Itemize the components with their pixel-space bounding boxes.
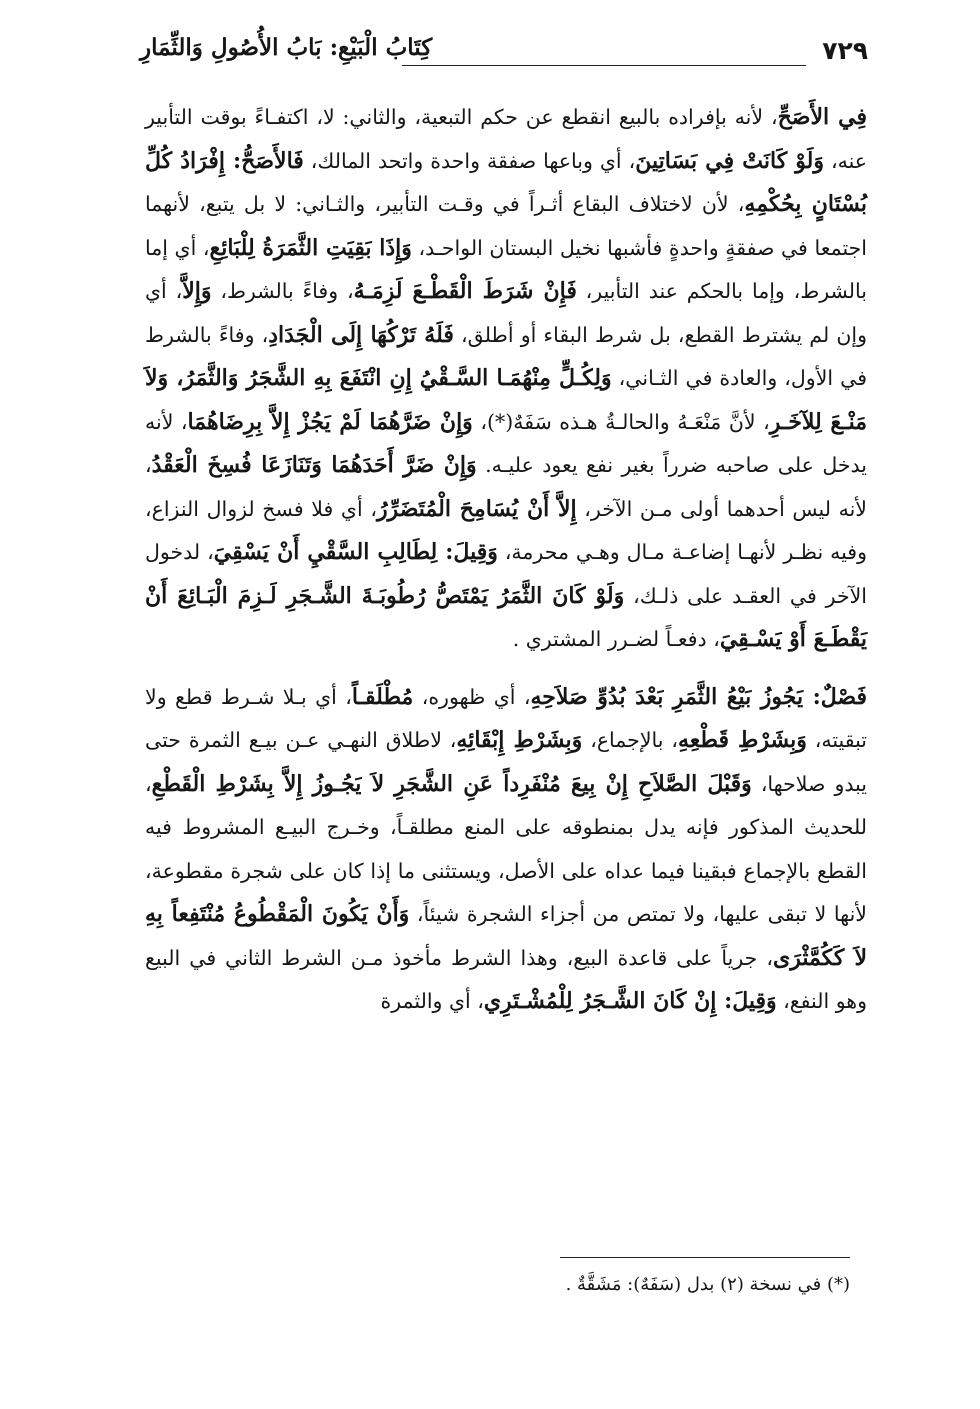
commentary-text: ، أي ظهوره، (413, 684, 531, 709)
commentary-text: ، وفاءً بالشرط، (211, 279, 354, 303)
commentary-text: ، لأنه ليس أحدهما أولى مـن الآخر، (145, 453, 867, 521)
matn-text: وَقَبْلَ الصَّلاَحِ إِنْ بِيعَ مُنْفَرِداً عَنِ الشَّجَرِ لاَ يَجُـوزُ إِلاَّ بِشَرْطِ الْقَطْعِ (151, 770, 752, 797)
page-number: ٧٢٩ (822, 36, 868, 65)
commentary-text: ، أي وباعها صفقة واحدة واتحد المالك، (303, 148, 636, 173)
commentary-text: ، أي بـلا شـرط قطع ولا تبقيته، (145, 684, 867, 752)
commentary-text: ، للحديث المذكور فإنه يدل بمنطوقه على المنع مطلقـاً، وخـرج البيـع المشروط فيه القطع بالإجماع فبقينا فيما عداه على الأصل، ويستثنى ما إذا كان على شجرة مقطوعة، لأنها لا تبقى عليها، ولا تمتص من أجزاء الشجرة شيئاً، (145, 771, 867, 926)
commentary-text: ، أي فلا فسخ لزوال النزاع، وفيه نظـر لأنهـا إضاعـة مـال وهـي محرمة، (145, 496, 867, 564)
matn-text: وَقِيلَ: إِنْ كَانَ الشَّـجَرُ لِلْمُشْـتَرِي (483, 988, 777, 1014)
commentary-text: ، أي وإن لم يشترط القطع، بل شرط البقاء أو أطلق، (145, 279, 867, 347)
matn-text: وَإِنْ ضَرَّهُمَا لَمْ يَجُزْ إِلاَّ بِرِضَاهُمَا (187, 408, 473, 435)
commentary-text: ، لأنه بإفراده بالبيع انقطع عن حكم التبعية، والثاني: لا، اكتفـاءً بوقت التأبير عنه، (145, 105, 867, 173)
matn-text: مُطْلَقـاً (351, 683, 414, 710)
commentary-text: ، لأنه يدخل على صاحبه ضرراً بغير نفع يعود عليـه. (145, 409, 867, 477)
running-title: كِتَابُ الْبَيْعِ: بَابُ الأُصُولِ وَالثِّمَارِ (140, 34, 433, 61)
matn-text: فَالأَصَحُّ: إِفْرَادُ كُلِّ بُسْتَانٍ بِحُكْمِهِ (145, 147, 867, 217)
matn-text: فَإِنْ شَرَطَ الْقَطْـعَ لَزِمَـهُ (353, 278, 577, 304)
matn-text: وَإِذَا بَقِيَتِ الثَّمَرَةُ لِلْبَائِعِ (209, 234, 412, 261)
matn-text: وَلِكُـلٍّ مِنْهُمَـا السَّـقْيُ إِنِ انْتَفَعَ بِهِ الشَّجَرُ وَالثَّمَرُ، وَلاَ مَنْـعَ لِلآخَـرِ (145, 365, 868, 435)
matn-text: فَصْلٌ: يَجُوزُ بَيْعُ الثَّمَرِ بَعْدَ بُدُوِّ صَلاَحِهِ (530, 683, 868, 710)
paragraph (145, 676, 867, 1024)
matn-text: فَلَهُ تَرْكُهَا إِلَى الْجَدَادِ (268, 321, 454, 348)
header-rule (402, 65, 806, 66)
matn-text: وَإِلاَّ (182, 278, 212, 304)
commentary-text: ، لأنَّ مَنْعَـهُ والحالـةُ هـذه سَفَهٌ(*)، (472, 409, 770, 434)
commentary-text: ، وفاءً بالشرط في الأول، والعادة في الثـاني، (145, 322, 867, 390)
commentary-text: ، بالإجماع، (582, 728, 678, 752)
commentary-text: ، جرياً على قاعدة البيع، وهذا الشرط مأخوذ مـن الشرط الثاني في البيع وهو النفع، (145, 945, 867, 1013)
commentary-text: ، لدخول الآخر في العقـد على ذلـك، (145, 540, 867, 608)
matn-text: وَبِشَرْطِ إِبْقَائِهِ (456, 727, 583, 753)
matn-text: إِلاَّ أَنْ يُسَامِحَ الْمُتَضَرِّرُ (376, 495, 577, 522)
commentary-text: ، لأن لاختلاف البقاع أثـراً في وقـت التأبير، والثـاني: لا بل يتبع، لأنهما اجتمعا في صفقةٍ واحدةٍ فأشبها نخيل البستان الواحـد، (145, 192, 867, 260)
body-text (145, 96, 867, 1024)
matn-text: وَأَنْ يَكُونَ الْمَقْطُوعُ مُنْتَفِعاً بِهِ لاَ كَكُمَّثْرَى (145, 901, 868, 971)
footnote-rule (560, 1257, 850, 1258)
matn-text: وَإِنْ ضَرَّ أَحَدَهُمَا وَتَنَازَعَا فُسِخَ الْعَقْدُ (151, 452, 477, 478)
matn-text: وَقِيلَ: لِطَالِبِ السَّقْيِ أَنْ يَسْقِيَ (213, 539, 498, 565)
footnote: (*) في نسخة (٢) بدل (سَفَهٌ): مَشَقَّةٌ . (565, 1274, 850, 1295)
paragraph (145, 96, 867, 662)
matn-text: فِي الأَصَحِّ (777, 104, 867, 130)
matn-text: وَلَوْ كَانَتْ فِي بَسَاتِينَ (635, 147, 824, 174)
commentary-text: ، دفعـاً لضـرر المشتري . (512, 627, 720, 651)
matn-text: وَلَوْ كَانَ الثَّمَرُ يَمْتَصُّ رُطُوبَـةَ الشَّـجَرِ لَـزِمَ الْبَـائِعَ أَنْ يَقْطَـعَ أَوْ يَسْـقِيَ (145, 582, 867, 652)
commentary-text: ، أي والثمرة (380, 989, 484, 1013)
commentary-text: ، أي إما بالشرط، وإما بالحكم عند التأبير، (145, 235, 867, 303)
commentary-text: ، لاطلاق النهـي عـن بيـع الثمرة حتى يبدو صلاحها، (145, 728, 867, 796)
matn-text: وَبِشَرْطِ قَطْعِهِ (677, 727, 807, 753)
page-header (140, 28, 868, 74)
